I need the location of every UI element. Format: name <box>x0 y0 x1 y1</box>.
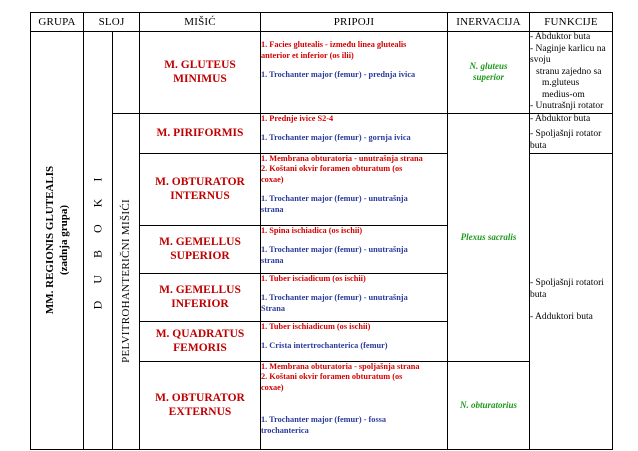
insertion-text: 1. Trochanter major (femur) - unutrašnja <box>261 194 408 203</box>
header-grupa: GRUPA <box>31 13 84 32</box>
muscle-obturator-internus: M. OBTURATOR INTERNUS <box>140 153 261 225</box>
functions-piriformis: - Abduktor buta - Spoljašnji rotator buta <box>530 113 613 153</box>
attachments-obturator-externus <box>261 361 448 449</box>
attachments-piriformis <box>261 113 448 153</box>
origin-text: 1. Membrana obturatoria - unutrašnja strana <box>261 153 423 163</box>
insertion-text: 1. Trochanter major (femur) - gornja ivica <box>261 133 411 142</box>
insertion-text: strana <box>261 255 284 265</box>
origin-text: coxae) <box>261 382 284 392</box>
group-cell <box>31 32 84 450</box>
muscle-piriformis: M. PIRIFORMIS <box>140 113 261 153</box>
nerve-obturatorius: N. obturatorius <box>448 361 530 449</box>
insertion-text: trochanterica <box>261 425 309 435</box>
insertion-text: Strana <box>261 303 285 313</box>
insertion-text: 1. Crista intertrochanterica (femur) <box>261 341 388 350</box>
group-title: MM. REGIONIS GLUTEALIS <box>44 166 56 315</box>
insertion-text: 1. Trochanter major (femur) - unutrašnja <box>261 293 408 302</box>
origin-text: 2. Koštani okvir foramen obturatum (os <box>261 372 403 381</box>
muscle-gluteus-minimus: M. GLUTEUS MINIMUS <box>140 32 261 114</box>
insertion-text: 1. Trochanter major (femur) - fossa <box>261 415 387 424</box>
row-gluteus-minimus <box>31 32 613 114</box>
header-inervacija: INERVACIJA <box>448 13 530 32</box>
header-pripoji: PRIPOJI <box>261 13 448 32</box>
attachments-obturator-internus <box>261 153 448 225</box>
header-sloj: SLOJ <box>84 13 140 32</box>
functions-rotators: - Spoljašnji rotatori buta - Adduktori buta <box>530 153 613 449</box>
nerve-plexus-sacralis: Plexus sacralis <box>448 113 530 361</box>
muscle-quadratus-femoris: M. QUADRATUS FEMORIS <box>140 321 261 361</box>
insertion-text: 1. Trochanter major (femur) - unutrašnja <box>261 245 408 254</box>
muscle-gemellus-inferior: M. GEMELLUS INFERIOR <box>140 273 261 321</box>
subgroup-label: PELVITROHANTERIČNI MIŠIĆI <box>120 199 132 363</box>
group-subtitle: (zadnja grupa) <box>58 205 70 276</box>
insertion-text: 1. Trochanter major (femur) - prednja ivica <box>261 70 416 79</box>
attachments-quadratus-femoris <box>261 321 448 361</box>
row-piriformis <box>31 113 613 153</box>
empty-subgroup-cell <box>113 32 140 114</box>
header-misic: MIŠIĆ <box>140 13 261 32</box>
nerve-gluteus-superior: N. gluteus superior <box>448 32 530 114</box>
origin-text: 1. Spina ischiadica (os ischii) <box>261 225 363 235</box>
muscle-gemellus-superior: M. GEMELLUS SUPERIOR <box>140 225 261 273</box>
origin-text: 2. Koštani okvir foramen obturatum (os <box>261 164 403 173</box>
origin-text: coxae) <box>261 174 284 184</box>
attachments-gemellus-superior <box>261 225 448 273</box>
muscle-obturator-externus: M. OBTURATOR EXTERNUS <box>140 361 261 449</box>
origin-text: 1. Membrana obturatoria - spoljašnja strana <box>261 361 420 371</box>
insertion-text: strana <box>261 204 284 214</box>
layer-cell <box>84 32 113 450</box>
attachments-gemellus-inferior <box>261 273 448 321</box>
header-funkcije: FUNKCIJE <box>530 13 613 32</box>
origin-text: 1. Facies glutealis - između linea glutealis <box>261 40 407 49</box>
origin-text: anterior et inferior (os ilii) <box>261 50 354 60</box>
functions-gluteus-minimus: - Abduktor buta - Naginje karlicu na svoju stranu zajedno sa m.gluteus medius-om - Unutrašnji rotator <box>530 32 613 114</box>
muscle-table <box>30 12 613 450</box>
origin-text: 1. Prednje ivice S2-4 <box>261 113 334 123</box>
header-row <box>31 13 613 32</box>
layer-label: D U B O K I <box>90 170 105 310</box>
attachments-gluteus-minimus <box>261 32 448 114</box>
origin-text: 1. Tuber ischiadicum (os ischii) <box>261 321 371 331</box>
origin-text: 1. Tuber isciadicum (os ischii) <box>261 273 366 283</box>
subgroup-cell <box>113 113 140 449</box>
